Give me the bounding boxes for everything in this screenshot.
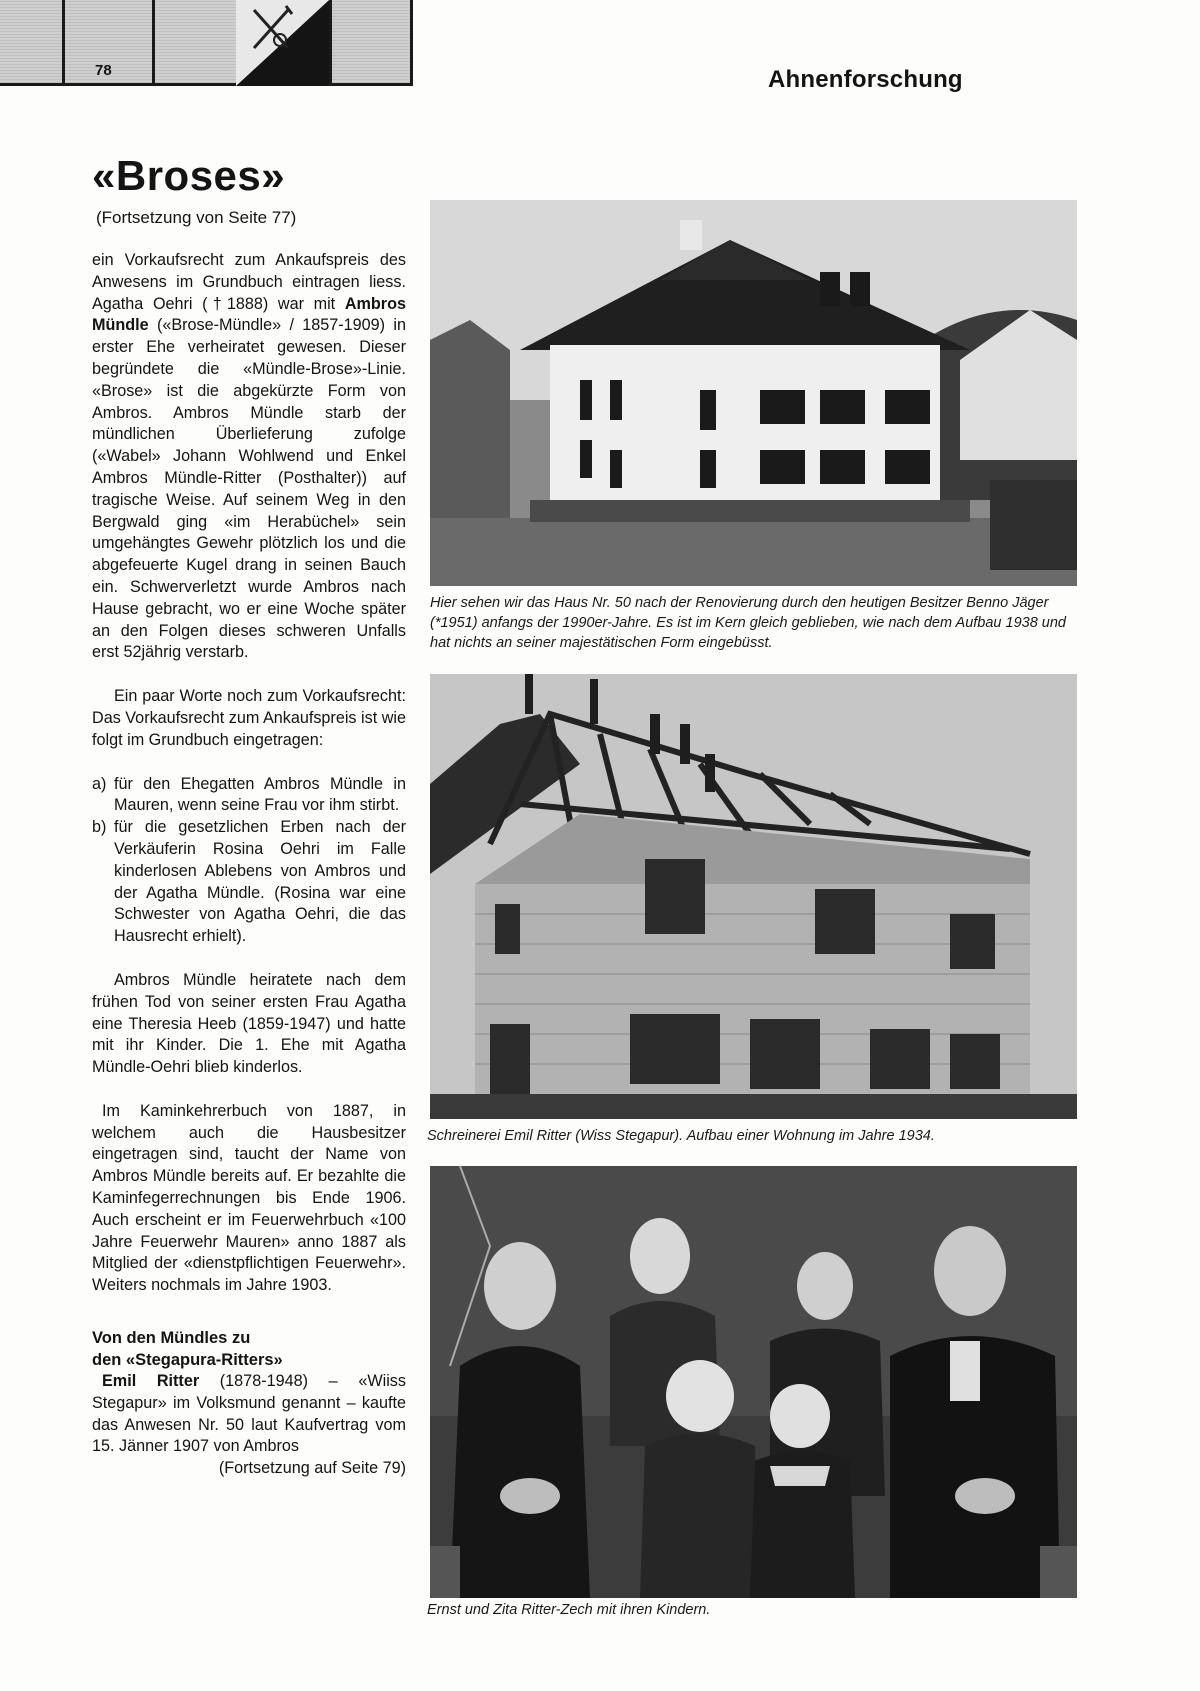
photo-caption: Schreinerei Emil Ritter (Wiss Stegapur). Aufbau einer Wohnung im Jahre 1934. (427, 1128, 935, 1144)
list-item (92, 774, 406, 818)
section-title: Ahnenforschung (768, 66, 963, 93)
grid-line (410, 0, 413, 86)
paragraph-text: ein Vorkaufsrecht zum Ankaufspreis des Anwesens im Grundbuch eintragen liess. Agatha Oehri (†1888) war mit (92, 251, 406, 313)
paragraph-text: (1878-1948) – «Wiiss Stegapur» im Volksmund genannt – kaufte das Anwesen Nr. 50 laut Kaufvertrag vom 15. Jänner 1907 von Ambros (92, 1372, 406, 1456)
crossed-tools-emblem-icon (236, 0, 329, 86)
list-marker: a) (92, 774, 107, 793)
paragraph: Im Kaminkehrerbuch von 1887, in welchem auch die Hausbesitzer eingetragen sind, taucht der Name von Ambros Mündle bereits auf. Er bezahlte die Kaminfegerrechnungen bis Ende 1906. Auch erscheint er im Feuerwehrbuch «100 Jahre Feuerwehr Mauren» anno 1887 als Mitglied der «dienstpflichtigen Feuerwehr». Weiters nochmals im Jahre 1903. (92, 1101, 406, 1295)
grid-line (62, 0, 65, 86)
header-grid (0, 0, 413, 86)
preemption-list (92, 774, 406, 948)
photo-construction (430, 674, 1077, 1119)
person-name: Ambros Mündle (92, 294, 406, 335)
photo-family-portrait (430, 1166, 1077, 1598)
grid-line (152, 0, 155, 86)
article-title: «Broses» (92, 152, 286, 199)
paragraph: Ein paar Worte noch zum Vorkaufsrecht: Das Vorkaufsrecht zum Ankaufspreis ist wie folgt im Grundbuch eingetragen: (92, 687, 406, 749)
list-item-text: für die gesetzlichen Erben nach der Verkäuferin Rosina Oehri im Falle kinderlosen Ablebens von Ambros und der Agatha Mündle. (Rosina war eine Schwester von Agatha Oehri, die das Hausrecht erhielt). (114, 818, 406, 946)
list-item-text: für den Ehegatten Ambros Mündle in Mauren, wenn seine Frau vor ihm stirbt. (114, 774, 406, 815)
paragraph: Ambros Mündle heiratete nach dem frühen Tod von seiner ersten Frau Agatha eine Theresia Heeb (1859-1947) und hatte mit ihr Kinder. Die 1. Ehe mit Agatha Mündle-Oehri blieb kinderlos. (92, 970, 406, 1077)
subheading: Von den Mündles zu (92, 1329, 251, 1348)
header-rule (0, 83, 413, 86)
continued-from: (Fortsetzung von Seite 77) (96, 208, 297, 227)
list-item (92, 817, 406, 948)
paragraph (92, 1371, 406, 1458)
paragraph-text: («Brose-Mündle» / 1857-1909) in erster Ehe verheiratet gewesen. Dieser begründete die «Mündle-Brose»-Linie. «Brose» ist die abgekürzte Form von Ambros. Ambros Mündle starb der mündlichen Überlieferung zufolge («Wabel» Johann Wohlwend und Enkel Ambros Mündle-Ritter (Posthalter)) auf tragische Weise. Auf seinem Weg in den Bergwald ging «im Herabüchel» sein umgehängtes Gewehr plötzlich los und die abgefeuerte Kugel drang in seinen Bauch ein. Schwerverletzt wurde Ambros nach Hause gebracht, wo er eine Woche später an den Folgen dieses schweren Unfalls erst 52jährig verstarb. (92, 316, 406, 662)
person-name: Emil Ritter (102, 1372, 200, 1391)
photo-house-renovated (430, 200, 1077, 586)
grid-line (329, 0, 332, 86)
photo-caption: Ernst und Zita Ritter-Zech mit ihren Kindern. (427, 1602, 711, 1618)
list-marker: b) (92, 818, 107, 837)
paragraph (92, 250, 406, 664)
subheading: den «Stegapura-Ritters» (92, 1351, 283, 1370)
page-number: 78 (95, 62, 112, 79)
continued-to: (Fortsetzung auf Seite 79) (218, 1459, 406, 1478)
photo-caption: Hier sehen wir das Haus Nr. 50 nach der Renovierung durch den heutigen Besitzer Benno Jäger (*1951) anfangs der 1990er-Jahre. Es ist im Kern gleich geblieben, wie nach dem Aufbau 1938 und hat nichts an seiner majestätischen Form eingebüsst. (430, 595, 1066, 651)
article-body (92, 250, 406, 1480)
